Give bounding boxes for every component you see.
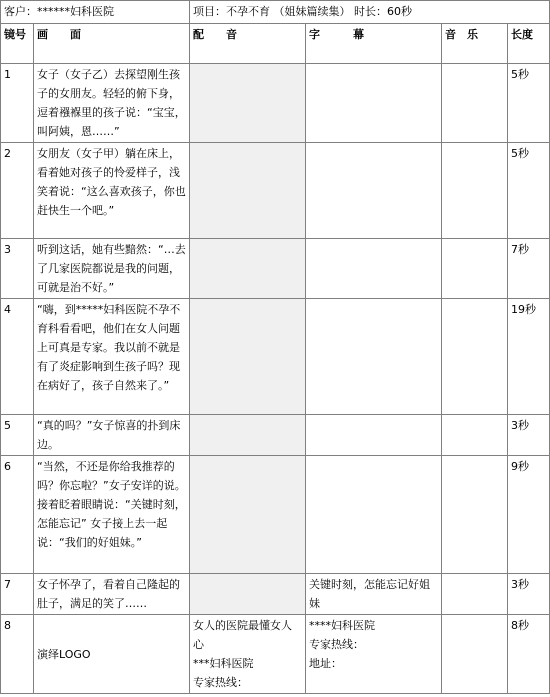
col-length: 长度 [508, 24, 550, 64]
caption-text [306, 143, 442, 239]
table-row [1, 615, 550, 694]
length-text: 5秒 [508, 64, 550, 143]
shot-number: 1 [1, 64, 34, 143]
scene-text: “真的吗？”女子惊喜的扑到床边。 [34, 415, 190, 456]
caption-text [306, 239, 442, 299]
voice-text [190, 64, 306, 143]
caption-text: 关键时刻，怎能忘记好姐妹 [306, 574, 442, 615]
shot-number: 5 [1, 415, 34, 456]
length-text: 3秒 [508, 574, 550, 615]
music-text [442, 574, 508, 615]
music-text [442, 64, 508, 143]
scene-text: 女朋友（女子甲）躺在床上，看着她对孩子的怜爱样子，浅笑着说：“这么喜欢孩子，你也赶快生一个吧。” [34, 143, 190, 239]
scene-text: “当然，不还是你给我推荐的吗？你忘啦？”女子安详的说。接着眨着眼睛说：“关键时刻，怎能忘记” 女子接上去一起说：“我们的好姐妹。” [34, 456, 190, 574]
shot-number: 4 [1, 299, 34, 415]
length-text: 3秒 [508, 415, 550, 456]
col-scene: 画 面 [34, 24, 190, 64]
shot-number: 3 [1, 239, 34, 299]
scene-text: 女子怀孕了，看着自己隆起的肚子，满足的笑了…… [34, 574, 190, 615]
length-text: 7秒 [508, 239, 550, 299]
project-cell [190, 1, 550, 24]
project-text: 项目：不孕不育 （姐妹篇续集） [193, 5, 351, 18]
table-row [1, 299, 550, 415]
music-text [442, 615, 508, 694]
voice-text [190, 299, 306, 415]
caption-text: ****妇科医院 专家热线： 地址： [306, 615, 442, 694]
table-row [1, 64, 550, 143]
shot-number: 6 [1, 456, 34, 574]
table-row [1, 143, 550, 239]
table-row [1, 415, 550, 456]
caption-text [306, 299, 442, 415]
scene-text: 听到这话，她有些黯然：“…去了几家医院都说是我的问题，可就是治不好。” [34, 239, 190, 299]
shot-number: 2 [1, 143, 34, 239]
client-text: 客户：******妇科医院 [4, 5, 114, 18]
col-voice: 配 音 [190, 24, 306, 64]
voice-text [190, 415, 306, 456]
column-header-row [1, 24, 550, 64]
scene-text: “嗨，到*****妇科医院不孕不育科看看吧，他们在女人问题上可真是专家。我以前不就是有了炎症影响到生孩子吗？现在病好了，孩子自然来了。” [34, 299, 190, 415]
length-text: 8秒 [508, 615, 550, 694]
scene-text: 演绎LOGO [34, 615, 190, 694]
col-music: 音 乐 [442, 24, 508, 64]
voice-text [190, 456, 306, 574]
table-body [1, 64, 550, 694]
header-row [1, 1, 550, 24]
table-row [1, 239, 550, 299]
music-text [442, 299, 508, 415]
table-row [1, 456, 550, 574]
length-text: 5秒 [508, 143, 550, 239]
music-text [442, 456, 508, 574]
caption-text [306, 64, 442, 143]
caption-text [306, 415, 442, 456]
duration-text: 时长：60秒 [354, 5, 412, 18]
voice-text: 女人的医院最懂女人心 ***妇科医院 专家热线： [190, 615, 306, 694]
voice-text [190, 239, 306, 299]
shot-number: 8 [1, 615, 34, 694]
length-text: 9秒 [508, 456, 550, 574]
caption-text [306, 456, 442, 574]
client-cell [1, 1, 190, 24]
col-shot: 镜号 [1, 24, 34, 64]
length-text: 19秒 [508, 299, 550, 415]
music-text [442, 415, 508, 456]
voice-text [190, 574, 306, 615]
voice-text [190, 143, 306, 239]
table-row [1, 574, 550, 615]
scene-text: 女子（女子乙）去探望刚生孩子的女朋友。轻轻的俯下身，逗着襁褓里的孩子说：“宝宝，叫阿姨，恩……” [34, 64, 190, 143]
col-caption: 字 幕 [306, 24, 442, 64]
music-text [442, 239, 508, 299]
shot-number: 7 [1, 574, 34, 615]
music-text [442, 143, 508, 239]
